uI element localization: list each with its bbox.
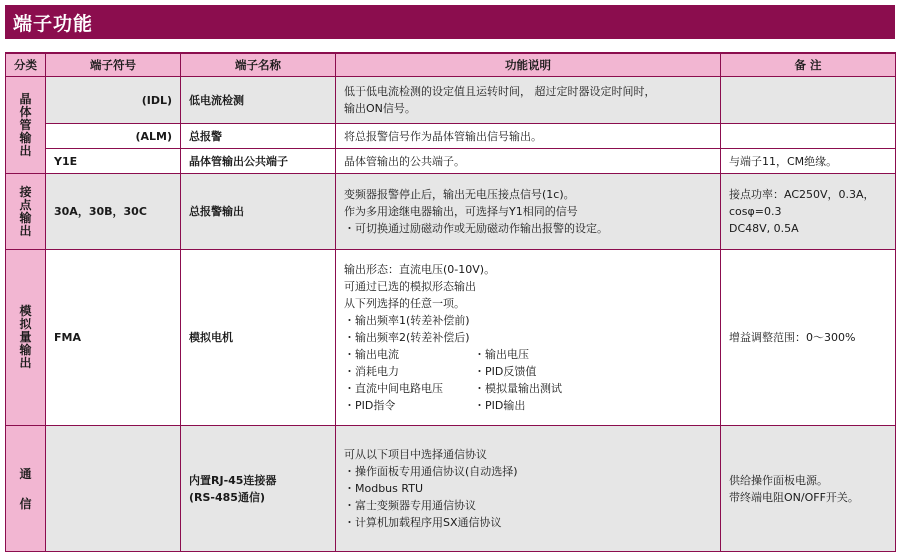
terminal-name: 总报警 bbox=[181, 124, 336, 149]
terminal-symbol: FMA bbox=[46, 250, 181, 426]
header-name: 端子名称 bbox=[181, 53, 336, 77]
terminal-name: 内置RJ-45连接器 (RS-485通信) bbox=[181, 426, 336, 552]
category-transistor: 晶体管输出 bbox=[6, 77, 46, 174]
terminal-symbol bbox=[46, 426, 181, 552]
category-contact: 接点输出 bbox=[6, 174, 46, 250]
function-description: 将总报警信号作为晶体管输出信号输出。 bbox=[336, 124, 721, 149]
note-cell: 接点功率：AC250V，0.3A， cosφ=0.3 DC48V, 0.5A bbox=[721, 174, 896, 250]
title-bar bbox=[5, 5, 895, 39]
terminal-symbol: Y1E bbox=[46, 149, 181, 174]
table-row bbox=[6, 77, 896, 124]
note-cell: 增益调整范围：0～300% bbox=[721, 250, 896, 426]
table-row bbox=[6, 149, 896, 174]
table-row bbox=[6, 250, 896, 426]
function-description: 晶体管输出的公共端子。 bbox=[336, 149, 721, 174]
table-header-row bbox=[6, 53, 896, 77]
category-analog: 模拟量输出 bbox=[6, 250, 46, 426]
terminal-symbol: 30A，30B，30C bbox=[46, 174, 181, 250]
header-description: 功能说明 bbox=[336, 53, 721, 77]
category-comm: 通信 bbox=[6, 426, 46, 552]
note-cell bbox=[721, 124, 896, 149]
header-symbol: 端子符号 bbox=[46, 53, 181, 77]
table-row bbox=[6, 174, 896, 250]
function-description: 低于低电流检测的设定值且运转时间， 超过定时器设定时间时， 输出ON信号。 bbox=[336, 77, 721, 124]
note-cell: 供给操作面板电源。 带终端电阻ON/OFF开关。 bbox=[721, 426, 896, 552]
function-description: 变频器报警停止后，输出无电压接点信号(1c)。 作为多用途继电器输出，可选择与Y1相同的信号 ・可切换通过励磁动作或无励磁动作输出报警的设定。 bbox=[336, 174, 721, 250]
header-category: 分类 bbox=[6, 53, 46, 77]
terminal-name: 模拟电机 bbox=[181, 250, 336, 426]
note-cell bbox=[721, 77, 896, 124]
function-description: 输出形态：直流电压(0-10V)。 可通过已选的模拟形态输出 从下列选择的任意一项。 ・输出频率1(转差补偿前) ・输出频率2(转差补偿后) ・输出电流 ・输出电压 ・消耗电力 ・PID反馈值 ・直流中间电路电压 ・模拟量输出测试 ・PID指令 ・PID输出 bbox=[336, 250, 721, 426]
header-note: 备 注 bbox=[721, 53, 896, 77]
table-row bbox=[6, 124, 896, 149]
terminal-symbol: (IDL) bbox=[46, 77, 181, 124]
function-description: 可从以下项目中选择通信协议 ・操作面板专用通信协议(自动选择) ・Modbus RTU ・富士变频器专用通信协议 ・计算机加载程序用SX通信协议 bbox=[336, 426, 721, 552]
terminal-function-table bbox=[5, 52, 896, 552]
table-row bbox=[6, 426, 896, 552]
terminal-name: 总报警输出 bbox=[181, 174, 336, 250]
note-cell: 与端子11，CM绝缘。 bbox=[721, 149, 896, 174]
terminal-name: 晶体管输出公共端子 bbox=[181, 149, 336, 174]
terminal-name: 低电流检测 bbox=[181, 77, 336, 124]
terminal-symbol: (ALM) bbox=[46, 124, 181, 149]
page-title: 端子功能 bbox=[13, 13, 94, 35]
